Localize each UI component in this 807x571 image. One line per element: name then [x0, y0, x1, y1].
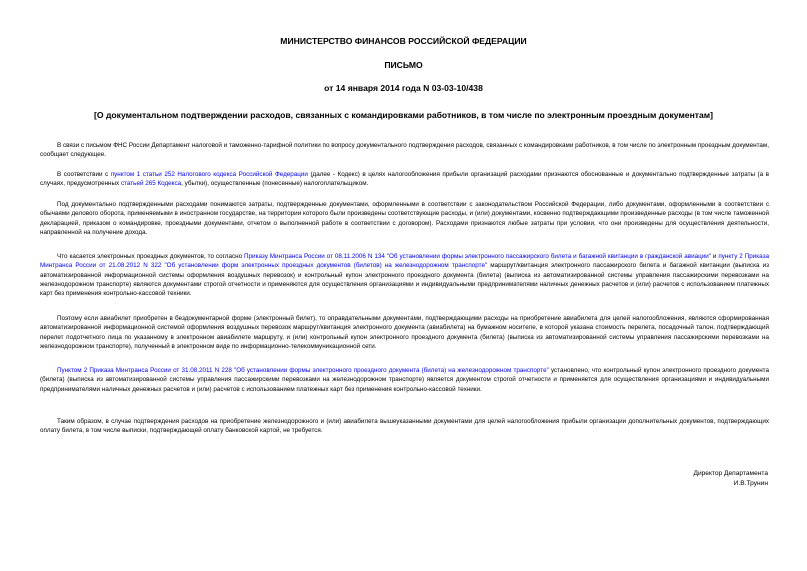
link-mintrans-order-134[interactable]: Приказу Минтранса России от 08.11.2006 N 134 "Об установлении формы электронного пассажирского билета и багажной квитанции в гражданской авиации": [244, 253, 711, 260]
link-tax-code-article-265[interactable]: статьей 265 Кодекса: [120, 180, 182, 188]
document-type-heading: ПИСЬМО: [384, 60, 423, 70]
paragraph-2-text-1: В соответствии с: [57, 171, 111, 178]
paragraph-7: Таким образом, в случае подтверждения расходов на приобретение железнодорожного и (или) авиабилета вышеуказанными документами для целей налогообложения прибыли организации дополнительных документов, подтверждающих оплату билета, в том числе выписки, подтверждающей оплату банковской картой, не требуется.: [40, 418, 769, 435]
paragraph-6-text-1: установлено, что контрольный купон электронного проездного документа (билета) (выписка из автоматизированной системы управления пассажирскими перевозками на железнодорожном транспорте) является документом строгой отчетности и применяется для осуществления организациями и индивидуальными предпринимателями наличных денежных расчетов и (или) расчетов с использованием платежных карт без применения контрольно-кассовой техники.: [40, 367, 769, 393]
paragraph-4: [40, 252, 769, 298]
paragraph-3: Под документально подтвержденными расходами понимаются затраты, подтвержденные документами, оформленными в соответствии с законодательством Российской Федерации, либо документами, оформленными в соответствии с обычаями делового оборота, применяемыми в иностранном государстве, на территории которого были произведены соответствующие расходы, и (или) документами, косвенно подтверждающими произведенные расходы (в том числе таможенной декларацией, приказом о командировке, проездными документами, отчетом о выполненной работе в соответствии с договором). Расходами признаются любые затраты при условии, что они произведены для осуществления деятельности, направленной на получение дохода.: [40, 201, 769, 236]
paragraph-4-text-2: и: [710, 253, 719, 260]
paragraph-4-text-3: маршрут/квитанция электронного пассажирского билета и багажной квитанции (выписка из автоматизированной информационной системы оформления воздушных перевозок) и контрольный купон электронного проездного документа (билета) (выписка из автоматизированной системы управления пассажирскими перевозками на железнодорожном транспорте) являются документами строгой отчетности и применяются для осуществления организациями и индивидуальными предпринимателями наличных денежных расчетов и (или) расчетов с использованием платежных карт без применения контрольно-кассовой техники.: [40, 262, 769, 298]
paragraph-4-text-1: Что касается электронных проездных документов, то согласно: [57, 253, 245, 260]
paragraph-1: В связи с письмом ФНС России Департамент налоговой и таможенно-тарифной политики по вопросу документального подтверждения расходов, связанных с командировками работников, в том числе по электронным проездным документам, сообщает следующее.: [40, 142, 769, 159]
link-tax-code-article-252[interactable]: пунктом 1 статьи 252 Налогового кодекса Российской Федерации: [110, 171, 308, 178]
ministry-heading: МИНИСТЕРСТВО ФИНАНСОВ РОССИЙСКОЙ ФЕДЕРАЦИИ: [280, 36, 527, 46]
signature-position: Директор Департамента: [693, 470, 768, 477]
paragraph-2-text-3: , убытки), осуществленные (понесенные) налогоплательщиком.: [181, 180, 369, 188]
link-mintrans-order-322[interactable]: пункту 2 Приказа Минтранса России от 21.08.2012 N 322 "Об установлении форм электронных проездных документов (билетов) на железнодорожном транспорте": [40, 253, 769, 270]
paragraph-6: [40, 366, 769, 394]
paragraph-2: [40, 170, 769, 189]
date-number-heading: от 14 января 2014 года N 03-03-10/438: [324, 83, 483, 93]
link-mintrans-order-228[interactable]: Пунктом 2 Приказа Минтранса России от 31.08.2011 N 228 "Об установлении формы электронного проездного документа (билета) на железнодорожном транспорте": [57, 367, 549, 374]
paragraph-5: Поэтому если авиабилет приобретен в бездокументарной форме (электронный билет), то оправдательными документами, подтверждающими расходы на приобретение авиабилета для целей налогообложения, являются сформированная автоматизированной информационной системой оформления воздушных перевозок маршрут/квитанция электронного документа (авиабилета) на бумажном носителе, в которой указана стоимость перелета, посадочный талон, подтверждающий перелет подотчетного лица по указанному в электронном авиабилете маршруту, и (или) контрольный купон электронного проездного документа (билета) (выписка из автоматизированной системы управления пассажирскими перевозками на железнодорожном транспорте), полученный в электронном виде по информационно-телекоммуникационной сети.: [40, 315, 769, 350]
document-title: [О документальном подтверждении расходов, связанных с командировками работников, в том числе по электронным проездным документам]: [94, 110, 713, 120]
signature-name: И.В.Трунин: [733, 480, 768, 487]
paragraph-2-text-2: (далее - Кодекс) в целях налогообложения прибыли организаций расходами признаются обоснованные и документально подтвержденные затраты (а в случаях, предусмотренных: [40, 171, 769, 188]
